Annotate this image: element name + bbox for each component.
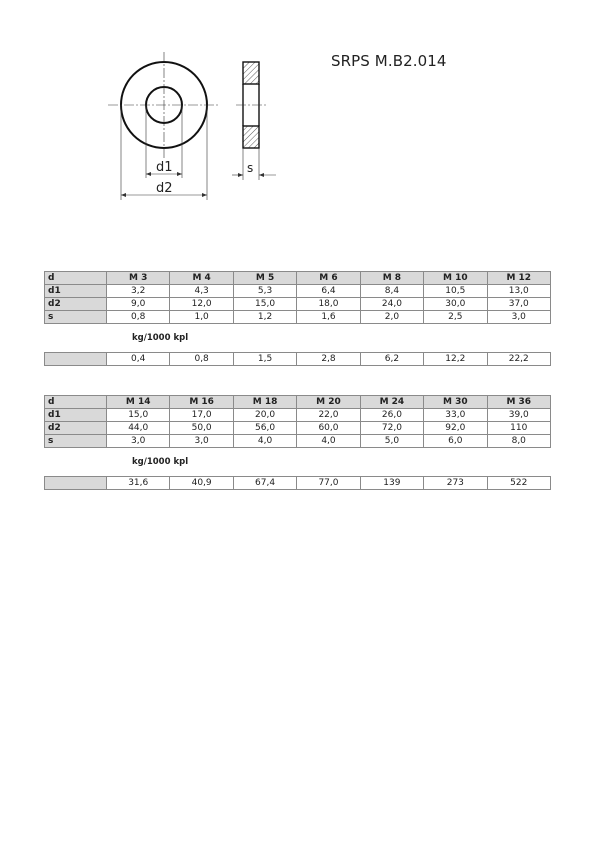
table-cell: 3,0 — [487, 311, 550, 324]
table-cell: 522 — [487, 477, 550, 490]
table-cell: 8,0 — [487, 435, 550, 448]
s-label: s — [247, 161, 254, 175]
header-cell: d — [45, 272, 107, 285]
header-cell: M 10 — [424, 272, 487, 285]
table-cell: 12,0 — [170, 298, 233, 311]
table-row — [45, 285, 551, 298]
row-label: s — [45, 311, 107, 324]
row-label: d2 — [45, 422, 107, 435]
table-header-row — [45, 272, 551, 285]
table-cell: 26,0 — [360, 409, 423, 422]
row-label — [45, 353, 107, 366]
table-cell: 20,0 — [233, 409, 296, 422]
table-row — [45, 298, 551, 311]
table-cell: 1,6 — [297, 311, 360, 324]
table-cell: 4,3 — [170, 285, 233, 298]
row-label: d1 — [45, 285, 107, 298]
header-cell: M 3 — [107, 272, 170, 285]
table-cell: 60,0 — [297, 422, 360, 435]
table-cell: 12,2 — [424, 353, 487, 366]
table-cell: 3,0 — [170, 435, 233, 448]
table-row — [45, 477, 551, 490]
header-cell: M 18 — [233, 396, 296, 409]
table-cell: 9,0 — [107, 298, 170, 311]
table-cell: 18,0 — [297, 298, 360, 311]
table-cell: 1,0 — [170, 311, 233, 324]
header-cell: d — [45, 396, 107, 409]
standard-title: SRPS M.B2.014 — [331, 52, 447, 70]
header-cell: M 24 — [360, 396, 423, 409]
table-cell: 1,5 — [233, 353, 296, 366]
washer-side-view — [232, 62, 276, 180]
table-header-row — [45, 396, 551, 409]
table-cell: 50,0 — [170, 422, 233, 435]
table-row — [45, 422, 551, 435]
row-label: s — [45, 435, 107, 448]
table-cell: 110 — [487, 422, 550, 435]
weight-unit-label-1: kg/1000 kpl — [132, 333, 189, 343]
table-cell: 4,0 — [233, 435, 296, 448]
table-cell: 5,0 — [360, 435, 423, 448]
table-cell: 15,0 — [233, 298, 296, 311]
d2-label: d2 — [156, 181, 173, 196]
table-cell: 15,0 — [107, 409, 170, 422]
table-cell: 72,0 — [360, 422, 423, 435]
dimension-table-1 — [44, 271, 551, 324]
row-label: d1 — [45, 409, 107, 422]
weight-unit-label-2: kg/1000 kpl — [132, 457, 189, 467]
table-cell: 2,0 — [360, 311, 423, 324]
d1-label: d1 — [156, 160, 173, 175]
table-cell: 8,4 — [360, 285, 423, 298]
table-row — [45, 409, 551, 422]
header-cell: M 16 — [170, 396, 233, 409]
table-cell: 13,0 — [487, 285, 550, 298]
header-cell: M 20 — [297, 396, 360, 409]
table-cell: 33,0 — [424, 409, 487, 422]
table-cell: 22,0 — [297, 409, 360, 422]
table-cell: 2,8 — [297, 353, 360, 366]
header-cell: M 36 — [487, 396, 550, 409]
weight-table-1 — [44, 352, 551, 366]
washer-front-view — [108, 52, 220, 200]
table-cell: 0,4 — [107, 353, 170, 366]
table-cell: 30,0 — [424, 298, 487, 311]
table-cell: 139 — [360, 477, 423, 490]
header-cell: M 14 — [107, 396, 170, 409]
table-row — [45, 353, 551, 366]
table-cell: 17,0 — [170, 409, 233, 422]
header-cell: M 12 — [487, 272, 550, 285]
table-cell: 0,8 — [170, 353, 233, 366]
table-cell: 2,5 — [424, 311, 487, 324]
table-cell: 44,0 — [107, 422, 170, 435]
row-label — [45, 477, 107, 490]
header-cell: M 30 — [424, 396, 487, 409]
washer-drawing — [100, 40, 300, 210]
table-cell: 3,0 — [107, 435, 170, 448]
table-cell: 37,0 — [487, 298, 550, 311]
header-cell: M 5 — [233, 272, 296, 285]
table-cell: 6,0 — [424, 435, 487, 448]
table-cell: 6,4 — [297, 285, 360, 298]
table-row — [45, 435, 551, 448]
header-cell: M 4 — [170, 272, 233, 285]
table-cell: 77,0 — [297, 477, 360, 490]
table-cell: 273 — [424, 477, 487, 490]
table-cell: 10,5 — [424, 285, 487, 298]
table-cell: 0,8 — [107, 311, 170, 324]
weight-table-2 — [44, 476, 551, 490]
row-label: d2 — [45, 298, 107, 311]
table-cell: 24,0 — [360, 298, 423, 311]
header-cell: M 8 — [360, 272, 423, 285]
table-cell: 56,0 — [233, 422, 296, 435]
table-cell: 31,6 — [107, 477, 170, 490]
table-cell: 22,2 — [487, 353, 550, 366]
table-cell: 6,2 — [360, 353, 423, 366]
header-cell: M 6 — [297, 272, 360, 285]
table-cell: 40,9 — [170, 477, 233, 490]
table-cell: 39,0 — [487, 409, 550, 422]
dimension-table-2 — [44, 395, 551, 448]
table-cell: 92,0 — [424, 422, 487, 435]
table-cell: 1,2 — [233, 311, 296, 324]
table-cell: 5,3 — [233, 285, 296, 298]
table-cell: 3,2 — [107, 285, 170, 298]
table-row — [45, 311, 551, 324]
table-cell: 4,0 — [297, 435, 360, 448]
table-cell: 67,4 — [233, 477, 296, 490]
